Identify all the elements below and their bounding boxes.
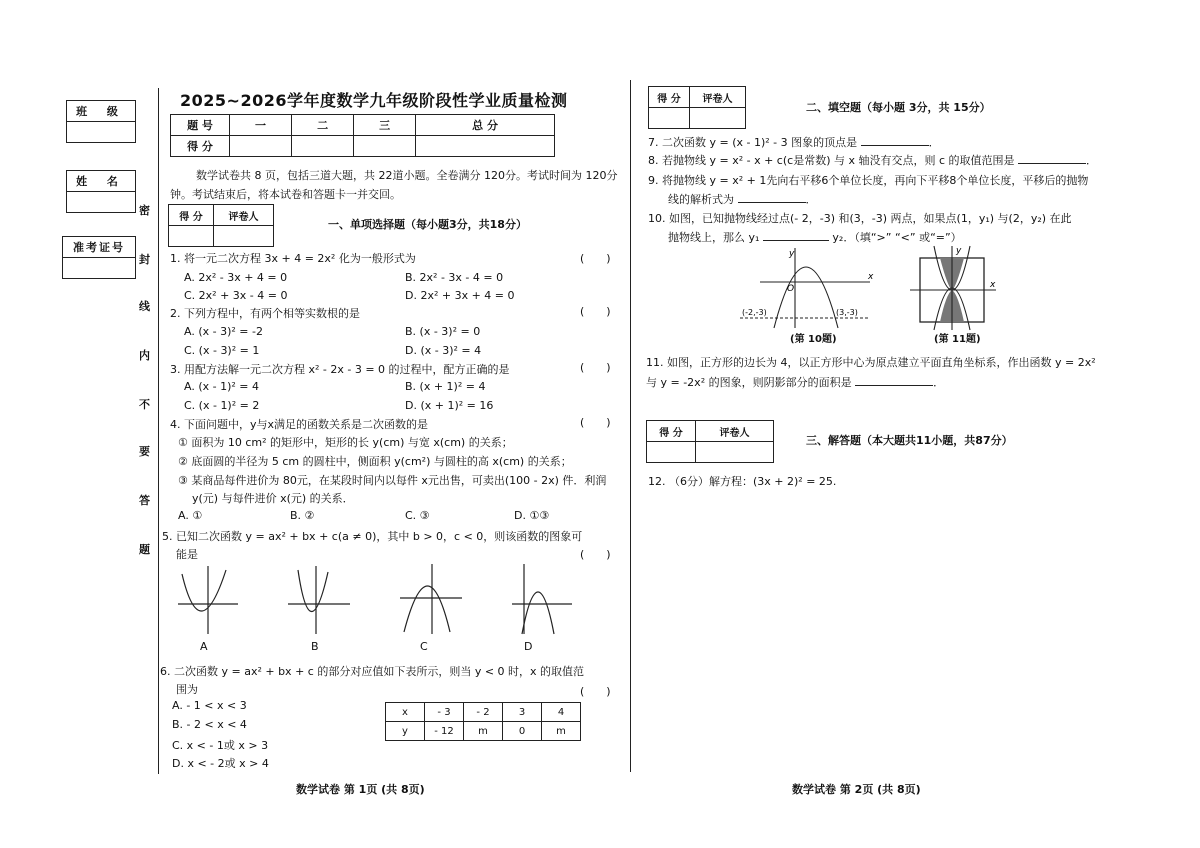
intro-line-2: 钟。考试结束后，将本试卷和答题卡一并交回。 <box>170 188 401 201</box>
q3-option-d: D. (x + 1)² = 16 <box>405 399 494 412</box>
q3-option-a: A. (x - 1)² = 4 <box>184 380 259 393</box>
q1-option-a: A. 2x² - 3x + 4 = 0 <box>184 271 288 284</box>
grader-table-1 <box>168 204 274 247</box>
grader-reviewer-label: 评卷人 <box>690 87 746 108</box>
q11-blank[interactable] <box>855 375 933 386</box>
q3-option-c: C. (x - 1)² = 2 <box>184 399 260 412</box>
grader-reviewer-field[interactable] <box>696 442 774 463</box>
q1-option-c: C. 2x² + 3x - 4 = 0 <box>184 289 288 302</box>
q6-option-a: A. - 1 < x < 3 <box>172 699 247 712</box>
q11-stem-cont: 与 y = -2x² 的图象，则阴影部分的面积是 ． <box>646 376 945 389</box>
grader-score-field[interactable] <box>169 226 214 247</box>
q4-option-a: A. ① <box>178 509 203 522</box>
fig11-caption: (第 11题) <box>934 334 981 345</box>
q5-label-b: B <box>311 640 319 653</box>
q2-option-a: A. (x - 3)² = -2 <box>184 325 263 338</box>
q6-cell: m <box>542 722 581 741</box>
fig11-x-label: x <box>990 280 996 290</box>
q2-option-d: D. (x - 3)² = 4 <box>405 344 482 357</box>
q6-y-row <box>386 722 581 741</box>
q4-option-b: B. ② <box>290 509 315 522</box>
grader-reviewer-field[interactable] <box>214 226 274 247</box>
q6-stem-cont: 围为 <box>176 683 198 696</box>
footer-left: 数学试卷 第 1页 (共 8页) <box>296 783 425 796</box>
q6-cell: - 3 <box>425 703 464 722</box>
q6-stem: 6. 二次函数 y = ax² + bx + c 的部分对应值如下表所示，则当 y < 0 时，x 的取值范 <box>160 665 585 678</box>
q2-option-b: B. (x - 3)² = 0 <box>405 325 481 338</box>
grader-table-3 <box>646 420 774 463</box>
q1-answer-paren[interactable]: ( ) <box>580 252 611 265</box>
page-title: 2025~2026学年度数学九年级阶段性学业质量检测 <box>180 91 568 110</box>
fig10-caption: (第 10题) <box>790 334 837 345</box>
fig10-origin-label: O <box>787 284 795 294</box>
fig10-point-2: (3,-3) <box>836 308 858 317</box>
q6-answer-paren[interactable]: ( ) <box>580 685 611 698</box>
score-table <box>170 114 555 157</box>
grader-score-field[interactable] <box>647 442 696 463</box>
q9-stem-cont: 线的解析式为 ． <box>668 193 817 206</box>
grader-reviewer-label: 评卷人 <box>696 421 774 442</box>
page-divider <box>630 80 631 772</box>
q4-item-3-cont: y(元) 与每件进价 x(元) 的关系． <box>192 492 354 505</box>
q5-stem-cont: 能是 <box>176 548 198 561</box>
seal-char: 答 <box>139 494 150 507</box>
q6-option-c: C. x < - 1或 x > 3 <box>172 739 269 752</box>
fig11-y-label: y <box>956 246 962 256</box>
score-cell: 题 号 <box>171 115 230 136</box>
q6-cell: - 12 <box>425 722 464 741</box>
q11-stem: 11. 如图，正方形的边长为 4，以正方形中心为原点建立平面直角坐标系，作出函数 y = 2x² <box>646 356 1096 369</box>
q6-cell: m <box>464 722 503 741</box>
section-2-title: 二、填空题（每小题 3分，共 15分） <box>806 101 991 114</box>
q4-stem: 4. 下面问题中，y与x满足的函数关系是二次函数的是 <box>170 418 429 431</box>
grader-score-label: 得 分 <box>647 421 696 442</box>
q3-option-b: B. (x + 1)² = 4 <box>405 380 486 393</box>
q5-label-a: A <box>200 640 208 653</box>
q4-option-d: D. ①③ <box>514 509 550 522</box>
q6-x-row <box>386 703 581 722</box>
q6-cell: 4 <box>542 703 581 722</box>
q6-cell: 3 <box>503 703 542 722</box>
class-box <box>66 100 136 143</box>
q5-graph-d[interactable] <box>512 564 572 634</box>
score-cell: 二 <box>292 115 354 136</box>
score-cell: 总 分 <box>416 115 555 136</box>
q8-text: 8. 若抛物线 y = x² - x + c(c是常数) 与 x 轴没有交点，则 c 的取值范围是 <box>648 154 1015 167</box>
section-1-title: 一、单项选择题（每小题3分，共18分） <box>328 218 527 231</box>
seal-char: 线 <box>139 300 150 313</box>
q10-blank[interactable] <box>763 230 829 241</box>
q7-blank[interactable] <box>861 135 929 146</box>
name-box <box>66 170 136 213</box>
seal-char: 内 <box>139 349 150 362</box>
q4-item-1: ① 面积为 10 cm² 的矩形中，矩形的长 y(cm) 与宽 x(cm) 的关系； <box>178 436 513 449</box>
q7-text: 7. 二次函数 y = (x - 1)² - 3 图象的顶点是 <box>648 136 858 149</box>
q3-answer-paren[interactable]: ( ) <box>580 361 611 374</box>
q5-label-d: D <box>524 640 533 653</box>
q8-blank[interactable] <box>1018 153 1086 164</box>
q2-option-c: C. (x - 3)² = 1 <box>184 344 260 357</box>
score-cell: 一 <box>230 115 292 136</box>
q4-answer-paren[interactable]: ( ) <box>580 416 611 429</box>
q1-option-d: D. 2x² + 3x + 4 = 0 <box>405 289 515 302</box>
section-3-title: 三、解答题（本大题共11小题，共87分） <box>806 434 1013 447</box>
fig10-x-label: x <box>868 272 874 282</box>
exam-id-box <box>62 236 136 279</box>
grader-score-label: 得 分 <box>169 205 214 226</box>
q5-graph-c[interactable] <box>400 564 462 634</box>
score-input[interactable] <box>416 136 555 157</box>
q6-cell: 0 <box>503 722 542 741</box>
class-field[interactable] <box>67 122 135 142</box>
intro-line-1: 数学试卷共 8 页，包括三道大题，共 22道小题。全卷满分 120分。考试时间为 120分 <box>196 169 618 182</box>
q2-answer-paren[interactable]: ( ) <box>580 305 611 318</box>
fig10-graph <box>740 246 880 330</box>
q4-item-3: ③ 某商品每件进价为 80元，在某段时间内以每件 x元出售，可卖出(100 - 2x) 件．利润 <box>178 474 607 487</box>
score-header-row <box>171 115 555 136</box>
q10-text-b: y₂．（填“>” “<” 或“=”） <box>832 231 962 244</box>
grader-score-field[interactable] <box>649 108 690 129</box>
name-label: 姓 名 <box>67 171 135 192</box>
q3-stem: 3. 用配方法解一元二次方程 x² - 2x - 3 = 0 的过程中，配方正确的是 <box>170 363 510 376</box>
seal-char: 题 <box>139 543 150 556</box>
class-label: 班 级 <box>67 101 135 122</box>
score-input[interactable] <box>292 136 354 157</box>
q6-option-b: B. - 2 < x < 4 <box>172 718 247 731</box>
seal-char: 要 <box>139 445 150 458</box>
q9-stem: 9. 将抛物线 y = x² + 1先向右平移6个单位长度，再向下平移8个单位长度，平移后的抛物 <box>648 174 1089 187</box>
q4-item-2: ② 底面圆的半径为 5 cm 的圆柱中，侧面积 y(cm²) 与圆柱的高 x(cm) 的关系； <box>178 455 572 468</box>
q11-text: 与 y = -2x² 的图象，则阴影部分的面积是 <box>646 376 852 389</box>
score-value-row <box>171 136 555 157</box>
fig10-y-label: y <box>789 249 795 259</box>
fig10-point-1: (-2,-3) <box>742 308 767 317</box>
footer-right: 数学试卷 第 2页 (共 8页) <box>792 783 921 796</box>
grader-reviewer-label: 评卷人 <box>214 205 274 226</box>
seal-char: 不 <box>139 398 150 411</box>
fig11-graph <box>910 244 1000 332</box>
q6-value-table <box>385 702 581 741</box>
score-input[interactable] <box>354 136 416 157</box>
q10-text-a: 抛物线上，那么 y₁ <box>668 231 760 244</box>
q4-option-c: C. ③ <box>405 509 430 522</box>
q6-cell: - 2 <box>464 703 503 722</box>
exam-id-field[interactable] <box>63 258 135 278</box>
q6-cell: x <box>386 703 425 722</box>
q10-stem: 10. 如图，已知抛物线经过点(- 2，-3) 和(3，-3) 两点，如果点(1，y₁) 与(2，y₂) 在此 <box>648 212 1072 225</box>
seal-char: 密 <box>139 204 150 217</box>
score-input[interactable] <box>230 136 292 157</box>
q10-stem-cont <box>668 229 962 245</box>
q5-stem: 5. 已知二次函数 y = ax² + bx + c(a ≠ 0)，其中 b > 0，c < 0，则该函数的图象可 <box>162 530 583 543</box>
q9-blank[interactable] <box>738 192 806 203</box>
q5-graph-a[interactable] <box>178 566 238 634</box>
grader-score-label: 得 分 <box>649 87 690 108</box>
seal-char: 封 <box>139 253 150 266</box>
score-cell: 得 分 <box>171 136 230 157</box>
q9-text: 线的解析式为 <box>668 193 734 206</box>
q2-stem: 2. 下列方程中，有两个相等实数根的是 <box>170 307 360 320</box>
exam-id-label: 准考证号 <box>63 237 135 258</box>
q5-answer-paren[interactable]: ( ) <box>580 548 611 561</box>
score-cell: 三 <box>354 115 416 136</box>
grader-reviewer-field[interactable] <box>690 108 746 129</box>
q5-graph-b[interactable] <box>288 566 350 634</box>
q12-stem: 12. （6分）解方程：(3x + 2)² = 25. <box>648 475 837 488</box>
q5-graphs <box>160 560 590 640</box>
seal-line <box>158 88 159 774</box>
q1-stem: 1. 将一元二次方程 3x + 4 = 2x² 化为一般形式为 <box>170 252 416 265</box>
grader-table-2 <box>648 86 746 129</box>
q7-stem: 7. 二次函数 y = (x - 1)² - 3 图象的顶点是 ． <box>648 136 940 149</box>
q6-cell: y <box>386 722 425 741</box>
q5-label-c: C <box>420 640 428 653</box>
q6-option-d: D. x < - 2或 x > 4 <box>172 757 269 770</box>
q8-stem: 8. 若抛物线 y = x² - x + c(c是常数) 与 x 轴没有交点，则 c 的取值范围是 ． <box>648 154 1098 167</box>
name-field[interactable] <box>67 192 135 212</box>
q1-option-b: B. 2x² - 3x - 4 = 0 <box>405 271 504 284</box>
